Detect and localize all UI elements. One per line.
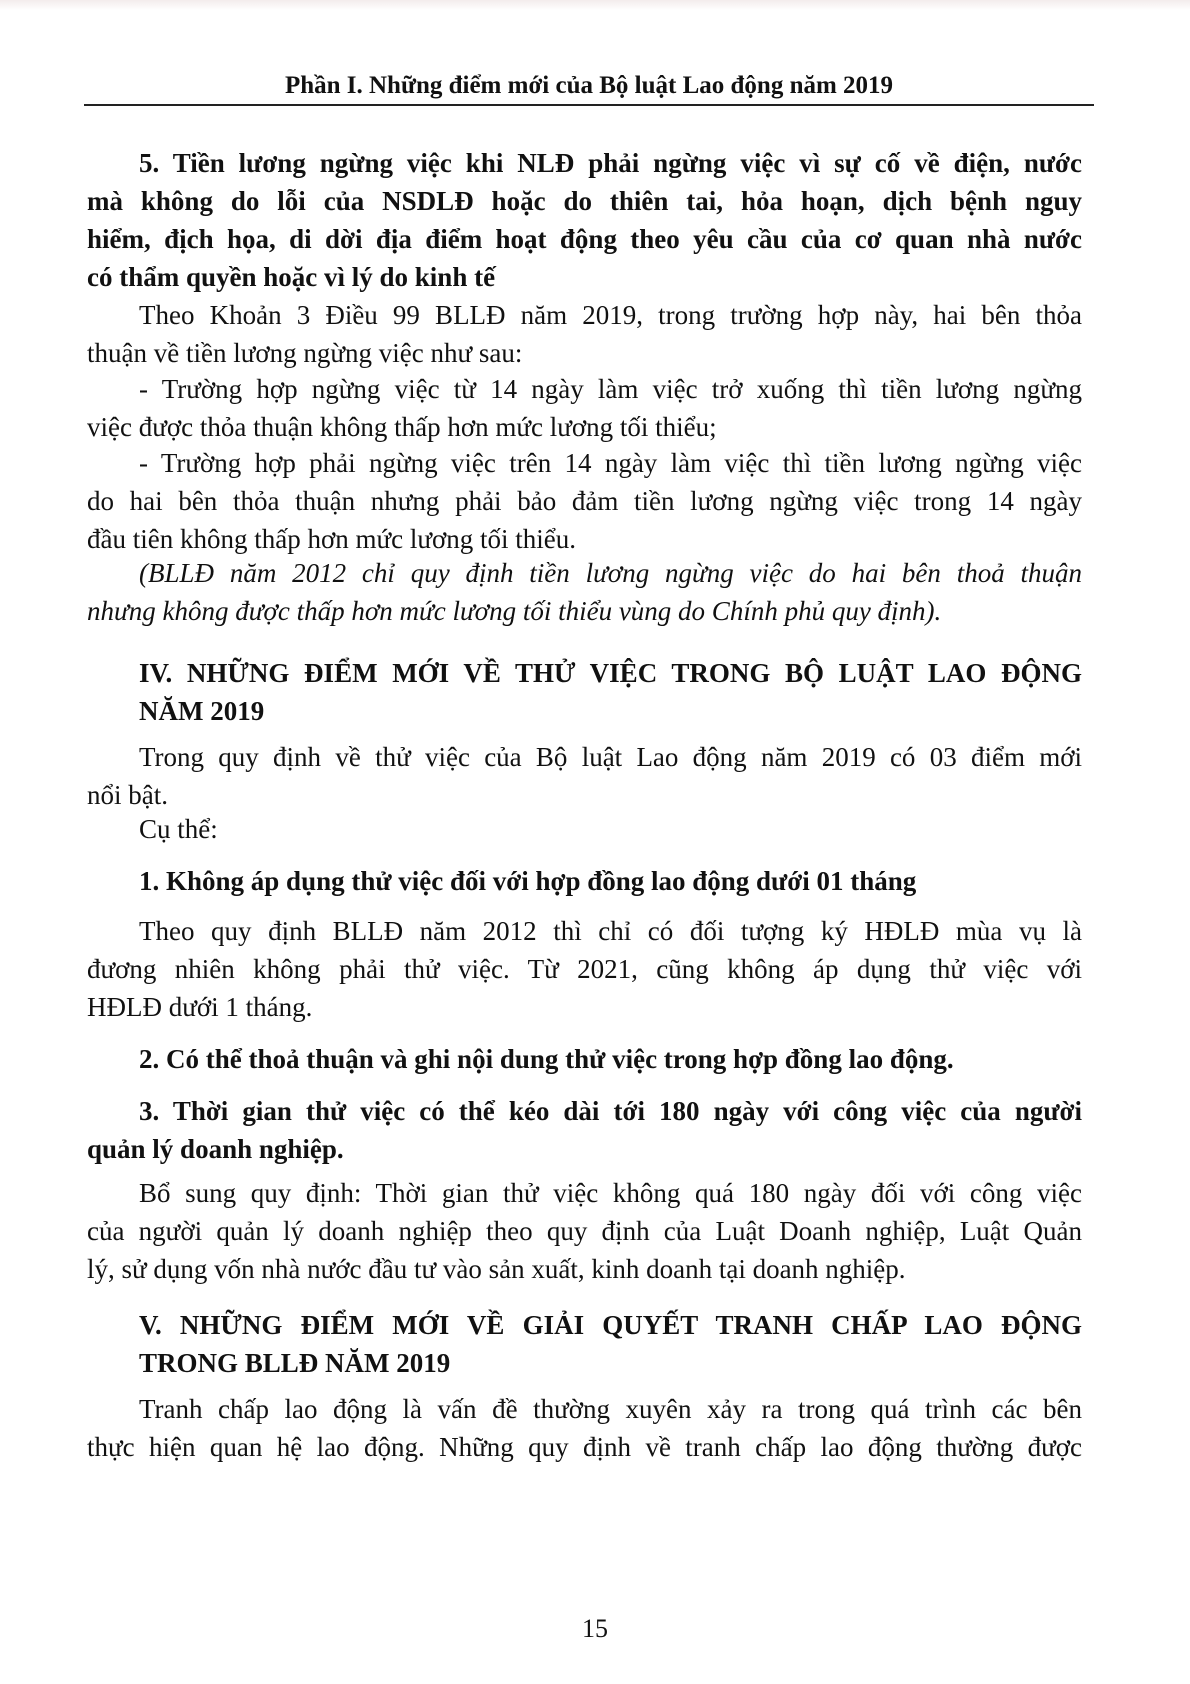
item-2-heading bbox=[87, 1040, 1082, 1078]
paragraph-line: Cụ thể: bbox=[139, 814, 218, 844]
paragraph-line: Tranh chấp lao động là vấn đề thường xuyên xảy ra trong quá trình các bên bbox=[139, 1394, 1082, 1424]
heading-line: mà không do lỗi của NSDLĐ hoặc do thiên tai, hỏa hoạn, dịch bệnh nguy bbox=[87, 186, 1082, 216]
paragraph-line: thực hiện quan hệ lao động. Những quy định về tranh chấp lao động thường được bbox=[87, 1432, 1082, 1462]
heading-line: 3. Thời gian thử việc có thể kéo dài tới 180 ngày với công việc của người bbox=[139, 1096, 1082, 1126]
section-5-intro bbox=[87, 296, 1082, 372]
header-rule bbox=[84, 104, 1094, 106]
paragraph-line: Trong quy định về thử việc của Bộ luật Lao động năm 2019 có 03 điểm mới bbox=[139, 742, 1082, 772]
specifically-label bbox=[87, 810, 1082, 848]
heading-line: 1. Không áp dụng thử việc đối với hợp đồng lao động dưới 01 tháng bbox=[139, 866, 917, 896]
paragraph-line: lý, sử dụng vốn nhà nước đầu tư vào sản xuất, kinh doanh tại doanh nghiệp. bbox=[87, 1254, 906, 1284]
item-1-body bbox=[87, 912, 1082, 1026]
heading-line: NĂM 2019 bbox=[139, 696, 265, 726]
paragraph-line: Theo Khoản 3 Điều 99 BLLĐ năm 2019, trong trường hợp này, hai bên thỏa bbox=[139, 300, 1082, 330]
heading-line: quản lý doanh nghiệp. bbox=[87, 1134, 344, 1164]
paragraph-line: - Trường hợp phải ngừng việc trên 14 ngày làm việc thì tiền lương ngừng việc bbox=[139, 448, 1082, 478]
heading-line: có thẩm quyền hoặc vì lý do kinh tế bbox=[87, 262, 496, 292]
paragraph-line: việc được thỏa thuận không thấp hơn mức lương tối thiểu; bbox=[87, 412, 717, 442]
heading-line: hiểm, địch họa, di dời địa điểm hoạt động theo yêu cầu của cơ quan nhà nước bbox=[87, 224, 1082, 254]
section-v-heading bbox=[87, 1306, 1082, 1382]
section-5-heading bbox=[87, 144, 1082, 296]
paragraph-line: thuận về tiền lương ngừng việc như sau: bbox=[87, 338, 523, 368]
paragraph-line: Theo quy định BLLĐ năm 2012 thì chỉ có đối tượng ký HĐLĐ mùa vụ là bbox=[139, 916, 1082, 946]
page-number: 15 bbox=[582, 1614, 608, 1643]
heading-line: TRONG BLLĐ NĂM 2019 bbox=[139, 1348, 451, 1378]
section-5-bullet-1 bbox=[87, 370, 1082, 446]
section-5-bullet-2 bbox=[87, 444, 1082, 558]
section-iv-intro bbox=[87, 738, 1082, 814]
paragraph-line: của người quản lý doanh nghiệp theo quy định của Luật Doanh nghiệp, Luật Quản bbox=[87, 1216, 1082, 1246]
heading-line: IV. NHỮNG ĐIỂM MỚI VỀ THỬ VIỆC TRONG BỘ LUẬT LAO ĐỘNG bbox=[139, 658, 1082, 688]
heading-line: 5. Tiền lương ngừng việc khi NLĐ phải ngừng việc vì sự cố về điện, nước bbox=[139, 148, 1082, 178]
paragraph-line: nổi bật. bbox=[87, 780, 168, 810]
paragraph-line: đương nhiên không phải thử việc. Từ 2021, cũng không áp dụng thử việc với bbox=[87, 954, 1082, 984]
section-iv-heading bbox=[87, 654, 1082, 730]
heading-line: 2. Có thể thoả thuận và ghi nội dung thử việc trong hợp đồng lao động. bbox=[139, 1044, 954, 1074]
section-v-intro bbox=[87, 1390, 1082, 1466]
section-5-note bbox=[87, 554, 1082, 630]
running-header: Phần I. Những điểm mới của Bộ luật Lao động năm 2019 bbox=[284, 72, 894, 99]
paragraph-line: Bổ sung quy định: Thời gian thử việc không quá 180 ngày đối với công việc bbox=[139, 1178, 1082, 1208]
item-1-heading bbox=[87, 862, 1082, 900]
paragraph-line: do hai bên thỏa thuận nhưng phải bảo đảm tiền lương ngừng việc trong 14 ngày bbox=[87, 486, 1082, 516]
item-3-heading bbox=[87, 1092, 1082, 1168]
item-3-body bbox=[87, 1174, 1082, 1288]
heading-line: V. NHỮNG ĐIỂM MỚI VỀ GIẢI QUYẾT TRANH CHẤP LAO ĐỘNG bbox=[139, 1310, 1082, 1340]
paragraph-line: nhưng không được thấp hơn mức lương tối thiểu vùng do Chính phủ quy định). bbox=[87, 596, 942, 626]
paragraph-line: (BLLĐ năm 2012 chỉ quy định tiền lương ngừng việc do hai bên thoả thuận bbox=[139, 558, 1082, 588]
paragraph-line: HĐLĐ dưới 1 tháng. bbox=[87, 992, 313, 1022]
paragraph-line: - Trường hợp ngừng việc từ 14 ngày làm việc trở xuống thì tiền lương ngừng bbox=[139, 374, 1082, 404]
paragraph-line: đầu tiên không thấp hơn mức lương tối thiểu. bbox=[87, 524, 577, 554]
